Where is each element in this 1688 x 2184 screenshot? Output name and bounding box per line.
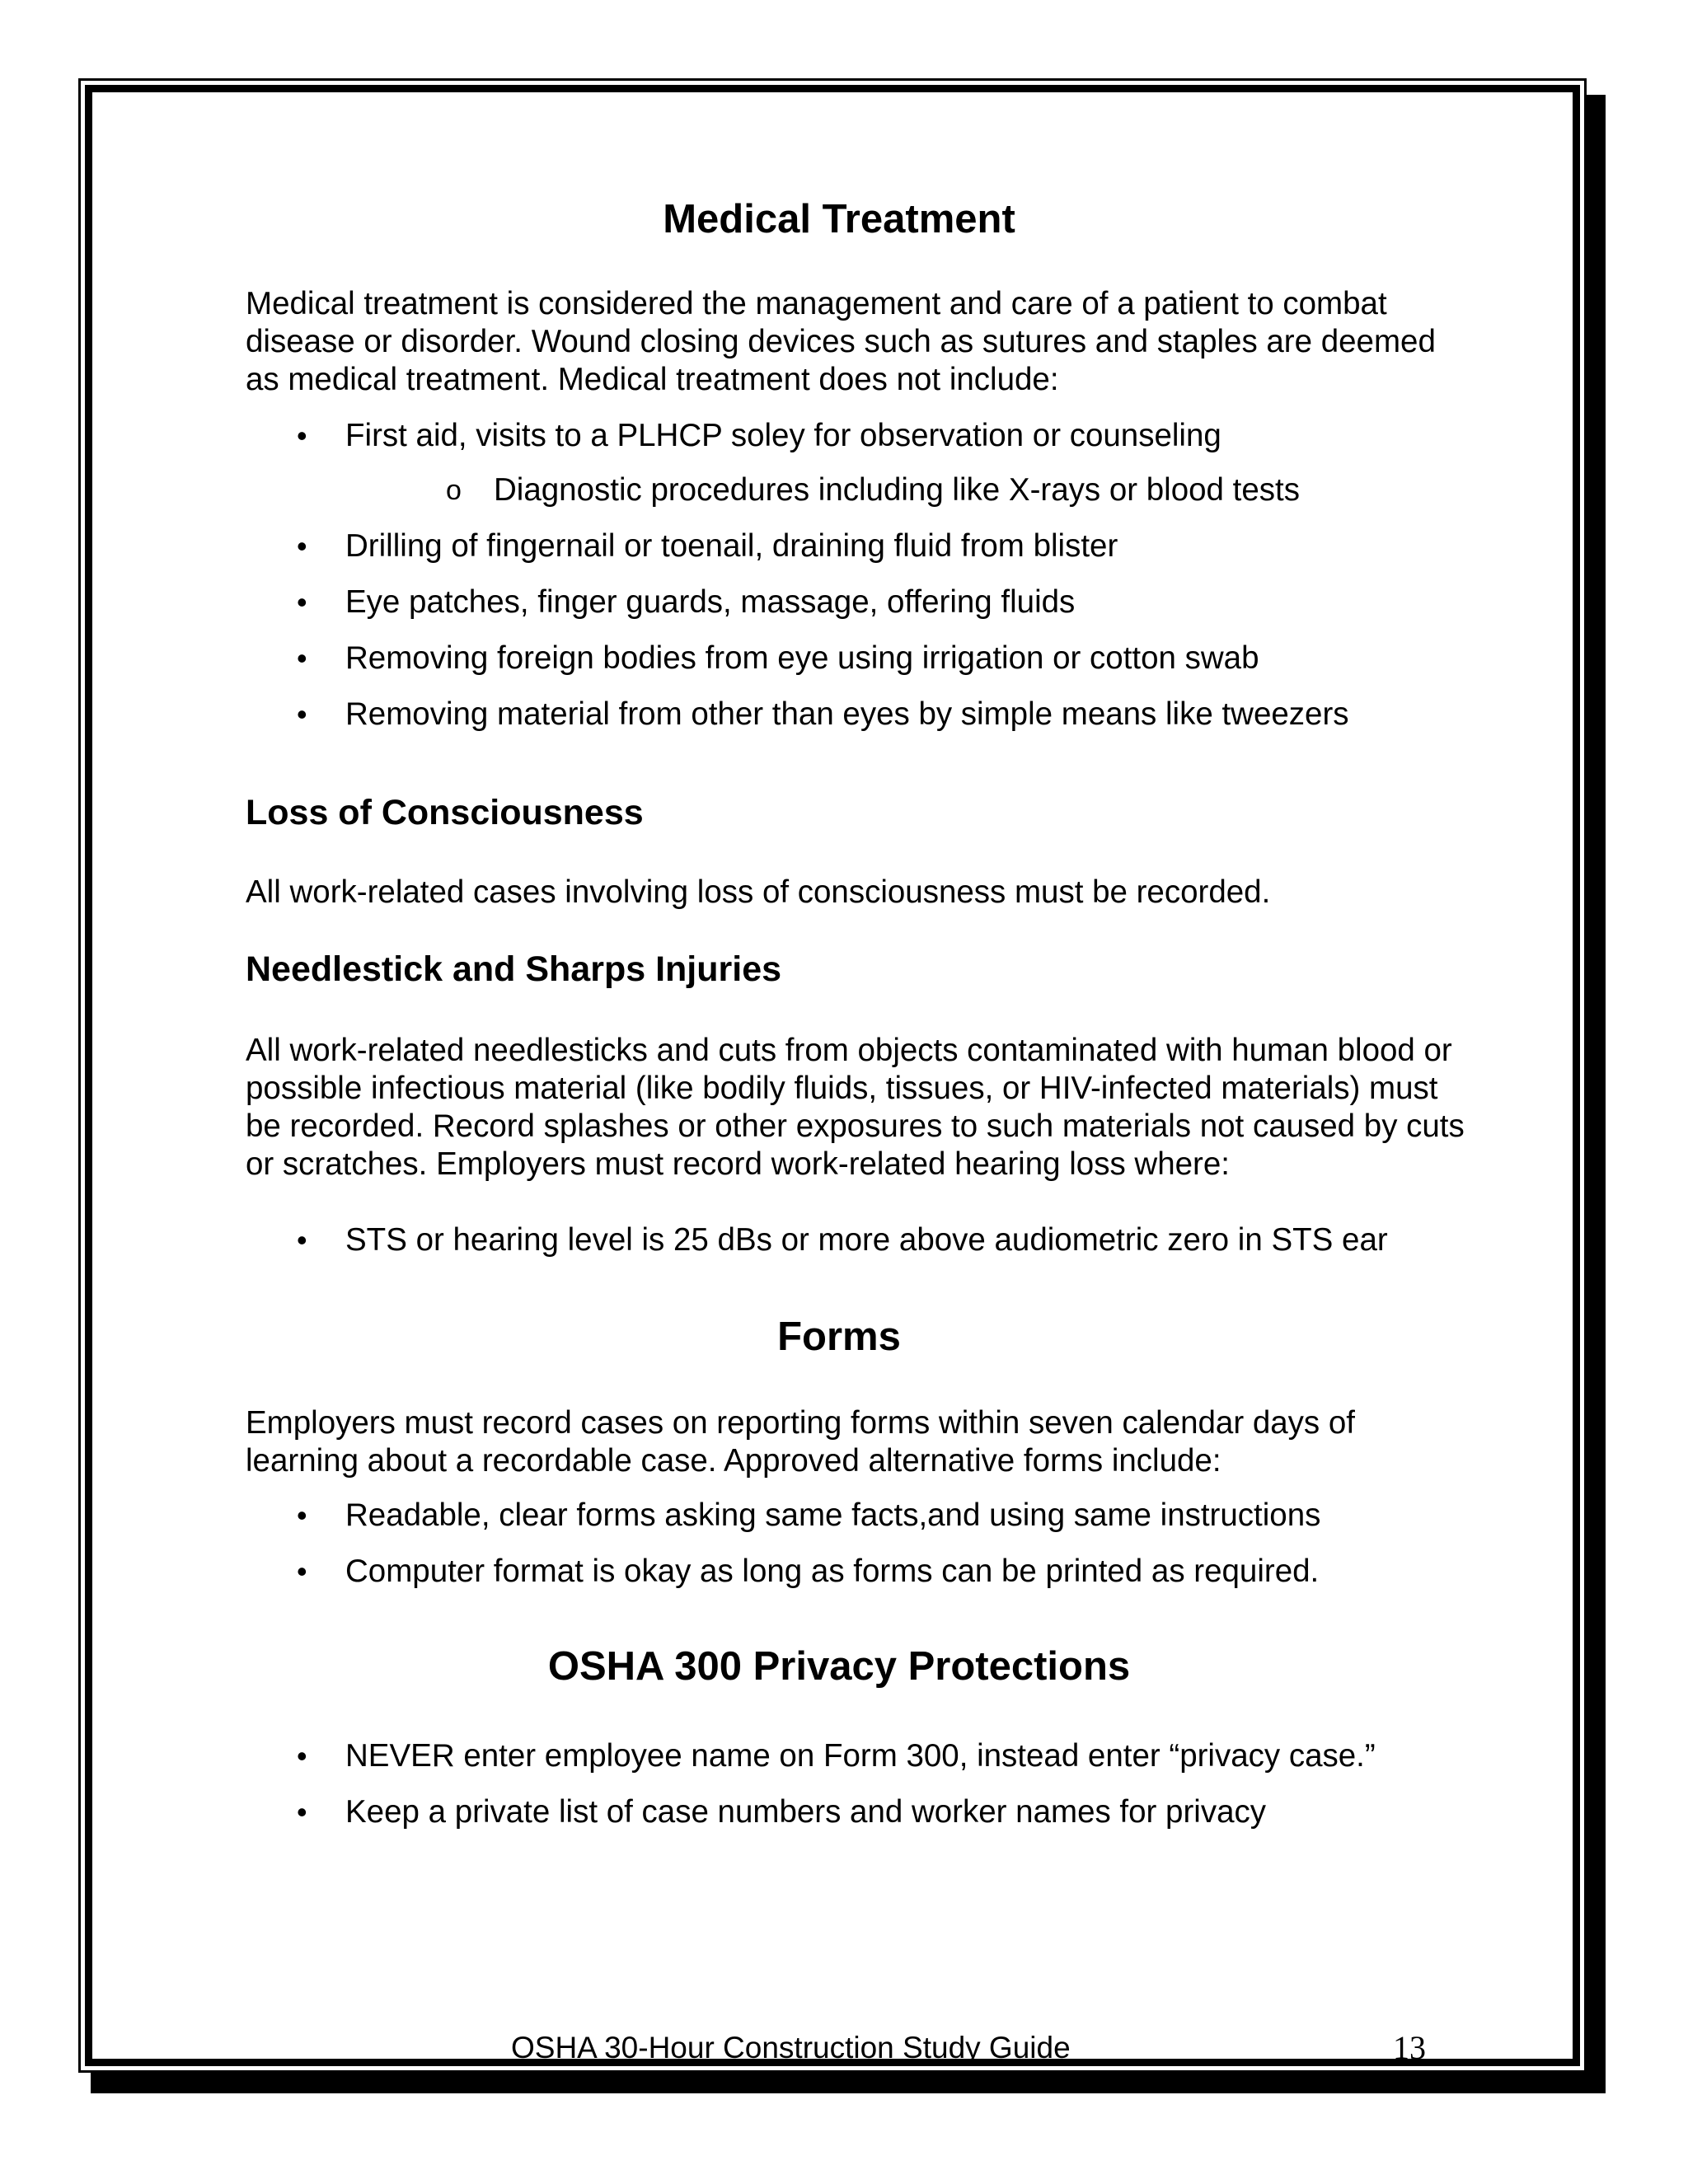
bullet-icon: • [297, 419, 307, 452]
sub-list-item-text: Diagnostic procedures including like X-rays or blood tests [494, 472, 1300, 508]
list-item-text: Computer format is okay as long as forms can be printed as required. [345, 1554, 1320, 1589]
bullet-icon: • [297, 1795, 307, 1829]
bullet-icon: • [297, 1223, 307, 1257]
list-item-text: Keep a private list of case numbers and worker names for privacy [345, 1794, 1267, 1830]
list-item-text: STS or hearing level is 25 dBs or more above audiometric zero in STS ear [345, 1222, 1388, 1258]
page-number: 13 [1393, 2029, 1426, 2066]
bullet-icon: • [297, 697, 307, 731]
bullet-icon: • [297, 1554, 307, 1588]
loss-of-consciousness-heading: Loss of Consciousness [246, 793, 644, 832]
list-item-text: First aid, visits to a PLHCP soley for observation or counseling [345, 418, 1221, 453]
list-item-text: NEVER enter employee name on Form 300, instead enter “privacy case.” [345, 1738, 1376, 1774]
list-item-text: Drilling of fingernail or toenail, draining fluid from blister [345, 528, 1118, 564]
medical-treatment-intro: Medical treatment is considered the management and care of a patient to combat disease or disorder. Wound closing devices such as sutures and staples are deemed as medical treatment. Medical treatment does not include: [246, 286, 1436, 397]
bullet-icon: • [297, 641, 307, 675]
bullet-icon: • [297, 1739, 307, 1773]
list-item-text: Eye patches, finger guards, massage, offering fluids [345, 584, 1076, 620]
sub-bullet-icon: o [446, 475, 462, 506]
medical-treatment-title: Medical Treatment [663, 197, 1015, 241]
bullet-icon: • [297, 529, 307, 563]
privacy-title: OSHA 300 Privacy Protections [547, 1644, 1131, 1689]
list-item-text: Readable, clear forms asking same facts,and using same instructions [345, 1497, 1321, 1533]
list-item-text: Removing foreign bodies from eye using irrigation or cotton swab [345, 640, 1259, 676]
list-item-text: Removing material from other than eyes by simple means like tweezers [345, 696, 1349, 732]
bullet-icon: • [297, 585, 307, 619]
needlestick-text: All work-related needlesticks and cuts from objects contaminated with human blood or possible infectious material (like bodily fluids, tissues, or HIV-infected materials) must be recorded. Record splashes or other exposures to such materials not caused by cuts or scratches. Employers must record work-related hearing loss where: [246, 1033, 1465, 1182]
forms-text: Employers must record cases on reporting forms within seven calendar days of learning about a recordable case. Approved alternative forms include: [246, 1405, 1355, 1479]
footer-guide-title: OSHA 30-Hour Construction Study Guide [511, 2031, 1071, 2064]
bullet-icon: • [297, 1498, 307, 1532]
forms-title: Forms [777, 1315, 901, 1359]
needlestick-heading: Needlestick and Sharps Injuries [246, 949, 782, 989]
loss-of-consciousness-text: All work-related cases involving loss of consciousness must be recorded. [246, 874, 1271, 910]
